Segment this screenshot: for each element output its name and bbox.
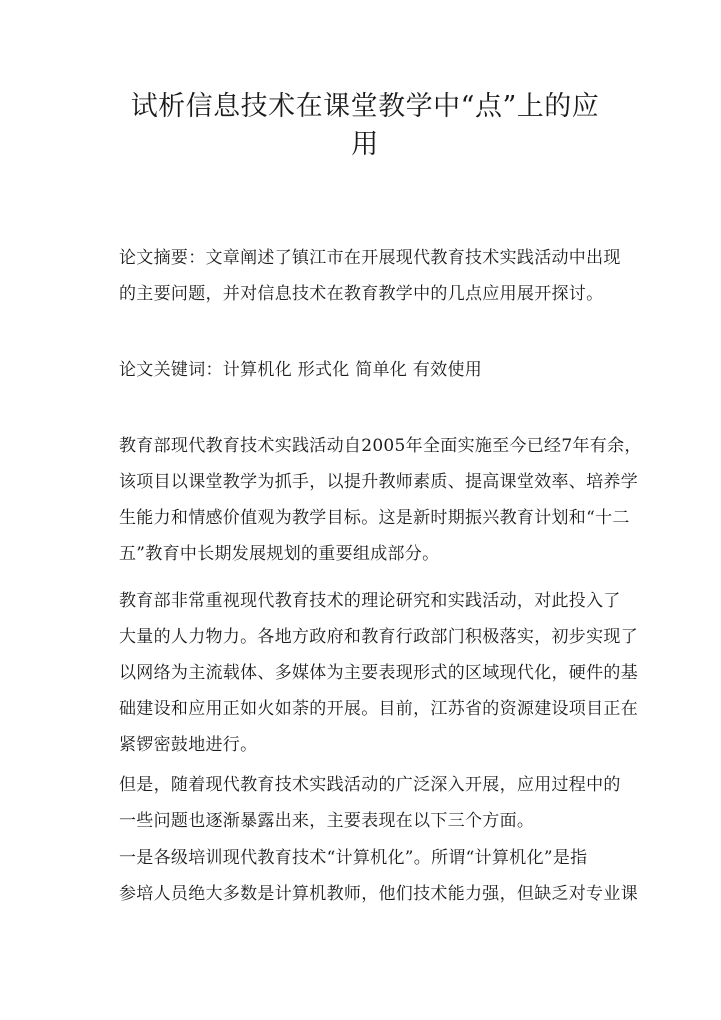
paragraph-line: 该项目以课堂教学为抓手，以提升教师素质、提高课堂效率、培养学: [119, 472, 638, 492]
paragraph-line: 一些问题也逐渐暴露出来，主要表现在以下三个方面。: [119, 811, 535, 831]
paragraph-line: 参培人员绝大多数是计算机教师，他们技术能力强，但缺乏对专业课: [119, 884, 638, 904]
abstract-line: 论文摘要：文章阐述了镇江市在开展现代教育技术实践活动中出现: [119, 248, 621, 268]
paragraph-line: 础建设和应用正如火如荼的开展。目前，江苏省的资源建设项目正在: [119, 699, 638, 719]
paragraph-line: 紧锣密鼓地进行。: [119, 735, 258, 755]
paragraph-line: 生能力和情感价值观为教学目标。这是新时期振兴教育计划和“十二: [119, 508, 630, 528]
paragraph-line: 大量的人力物力。各地方政府和教育行政部门积极落实，初步实现了: [119, 627, 638, 647]
paragraph-line: 一是各级培训现代教育技术“计算机化”。所谓“计算机化”是指: [119, 848, 588, 868]
abstract-line: 的主要问题，并对信息技术在教育教学中的几点应用展开探讨。: [119, 284, 604, 304]
title-line: 用: [351, 129, 379, 160]
body-paragraph-2: [110, 583, 638, 763]
paragraph-line: 五”教育中长期发展规划的重要组成部分。: [119, 544, 440, 564]
paragraph-line: 但是，随着现代教育技术实践活动的广泛深入开展，应用过程中的: [119, 775, 621, 795]
keywords-line: 论文关键词：计算机化 形式化 简单化 有效使用: [119, 360, 483, 380]
title-line: 试析信息技术在课堂教学中“点”上的应: [130, 91, 600, 122]
body-paragraph-4: [110, 840, 638, 912]
paragraph-line: 以网络为主流载体、多媒体为主要表现形式的区域现代化，硬件的基: [119, 663, 638, 683]
paragraph-line: 教育部现代教育技术实践活动自2005年全面实施至今已经7年有余，: [119, 436, 642, 456]
paragraph-line: 教育部非常重视现代教育技术的理论研究和实践活动，对此投入了: [119, 591, 621, 611]
body-paragraph-1: [110, 428, 642, 572]
body-paragraph-3: [110, 767, 630, 839]
abstract-paragraph: [110, 240, 630, 312]
document-title: [110, 88, 620, 164]
keywords-paragraph: [110, 352, 630, 388]
